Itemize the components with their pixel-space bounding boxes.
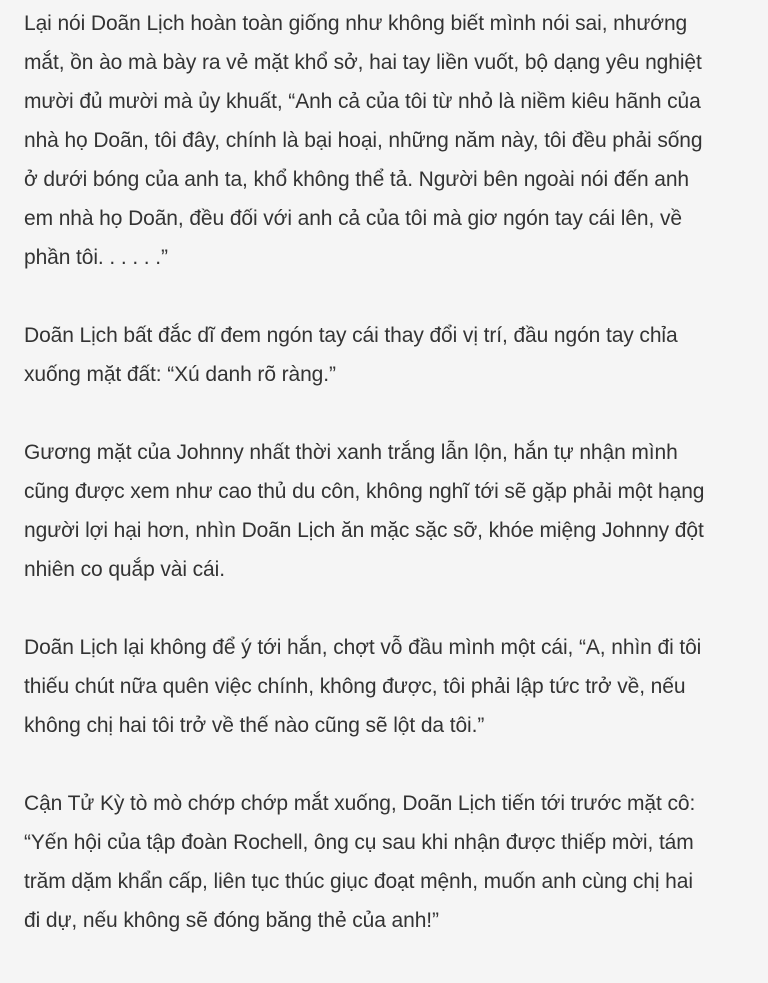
paragraph-4 xyxy=(24,628,752,745)
text-line: Lại nói Doãn Lịch hoàn toàn giống như không biết mình nói sai, nhướng xyxy=(24,12,688,35)
text-line: em nhà họ Doãn, đều đối với anh cả của tôi mà giơ ngón tay cái lên, về xyxy=(24,207,682,230)
text-line: Doãn Lịch lại không để ý tới hắn, chợt vỗ đầu mình một cái, “A, nhìn đi tôi xyxy=(24,636,702,659)
paragraph-3 xyxy=(24,433,752,589)
text-line: nhà họ Doãn, tôi đây, chính là bại hoại, những năm này, tôi đều phải sống xyxy=(24,129,703,152)
text-line: trăm dặm khẩn cấp, liên tục thúc giục đoạt mệnh, muốn anh cùng chị hai xyxy=(24,870,693,893)
paragraph-2 xyxy=(24,316,752,394)
text-line: Cận Tử Kỳ tò mò chớp chớp mắt xuống, Doãn Lịch tiến tới trước mặt cô: xyxy=(24,792,696,815)
text-line: mười đủ mười mà ủy khuất, “Anh cả của tôi từ nhỏ là niềm kiêu hãnh của xyxy=(24,90,701,113)
text-line: mắt, ồn ào mà bày ra vẻ mặt khổ sở, hai tay liền vuốt, bộ dạng yêu nghiệt xyxy=(24,51,702,74)
text-line: Doãn Lịch bất đắc dĩ đem ngón tay cái thay đổi vị trí, đầu ngón tay chỉa xyxy=(24,324,678,347)
text-line: “Yến hội của tập đoàn Rochell, ông cụ sau khi nhận được thiếp mời, tám xyxy=(24,831,694,854)
paragraph-5 xyxy=(24,784,752,940)
article-body xyxy=(24,4,752,979)
text-line: cũng được xem như cao thủ du côn, không nghĩ tới sẽ gặp phải một hạng xyxy=(24,480,705,503)
text-line: ở dưới bóng của anh ta, khổ không thể tả. Người bên ngoài nói đến anh xyxy=(24,168,689,191)
text-line: người lợi hại hơn, nhìn Doãn Lịch ăn mặc sặc sỡ, khóe miệng Johnny đột xyxy=(24,519,704,542)
text-line: Gương mặt của Johnny nhất thời xanh trắng lẫn lộn, hắn tự nhận mình xyxy=(24,441,678,464)
text-line: phần tôi. . . . . .” xyxy=(24,246,168,269)
text-line: xuống mặt đất: “Xú danh rõ ràng.” xyxy=(24,363,336,386)
text-line: nhiên co quắp vài cái. xyxy=(24,558,225,581)
paragraph-1 xyxy=(24,4,752,277)
text-line: đi dự, nếu không sẽ đóng băng thẻ của anh!” xyxy=(24,909,439,932)
text-line: không chị hai tôi trở về thế nào cũng sẽ lột da tôi.” xyxy=(24,714,485,737)
text-line: thiếu chút nữa quên việc chính, không được, tôi phải lập tức trở về, nếu xyxy=(24,675,686,698)
